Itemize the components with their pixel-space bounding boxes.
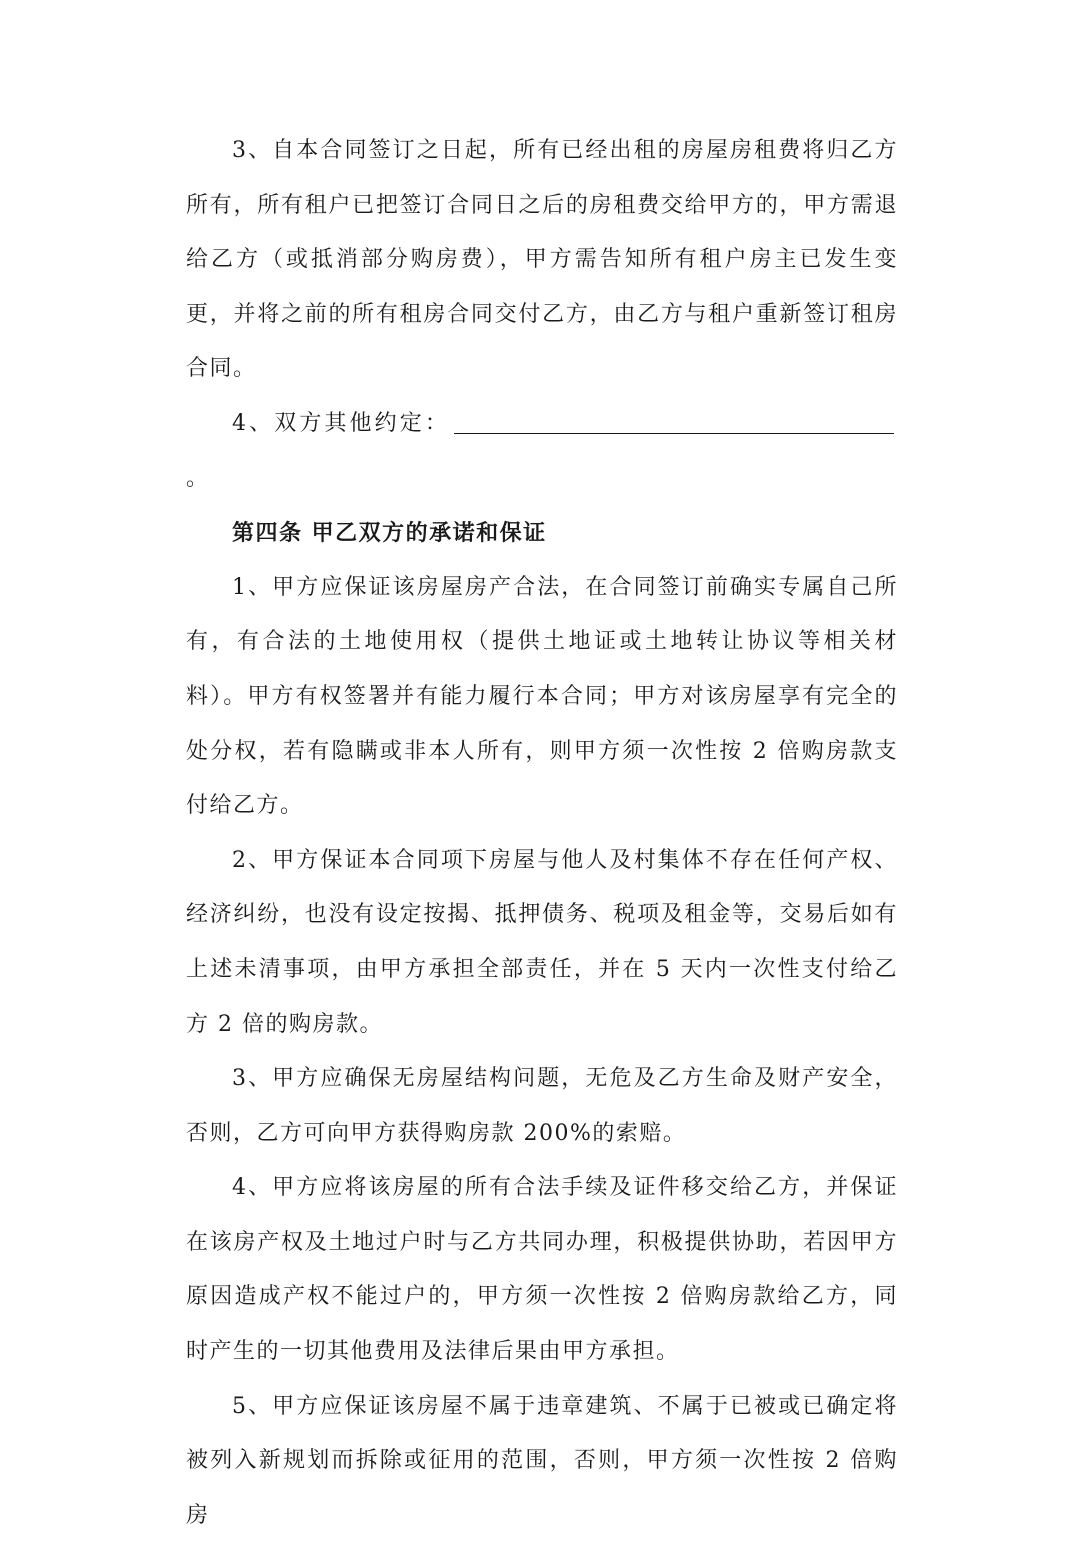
document-page bbox=[186, 124, 898, 1543]
section-heading-article-4: 第四条 甲乙双方的承诺和保证 bbox=[232, 520, 547, 547]
promise-clause-4: 4、甲方应将该房屋的所有合法手续及证件移交给乙方，并保证在该房产权及土地过户时与乙方共同办理，积极提供协助，若因甲方原因造成产权不能过户的，甲方须一次性按 2 倍购房款给乙方，同时产生的一切其他费用及法律后果由甲方承担。 bbox=[186, 1175, 898, 1365]
clause-3-rent-transfer: 3、自本合同签订之日起，所有已经出租的房屋房租费将归乙方所有，所有租户已把签订合同日之后的房租费交给甲方的，甲方需退给乙方（或抵消部分购房费），甲方需告知所有租户房主已发生变更，并将之前的所有租房合同交付乙方，由乙方与租户重新签订租房合同。 bbox=[186, 138, 898, 382]
promise-clause-2: 2、甲方保证本合同项下房屋与他人及村集体不存在任何产权、经济纠纷，也没有设定按揭、抵押债务、税项及租金等，交易后如有上述未清事项，由甲方承担全部责任，并在 5 天内一次性支付给乙方 2 倍的购房款。 bbox=[186, 847, 898, 1037]
clause-4-other-agreements bbox=[186, 397, 898, 506]
promise-clause-1: 1、甲方应保证该房屋房产合法，在合同签订前确实专属自己所有，有合法的土地使用权（提供土地证或土地转让协议等相关材料）。甲方有权签署并有能力履行本合同；甲方对该房屋享有完全的处分权，若有隐瞒或非本人所有，则甲方须一次性按 2 倍购房款支付给乙方。 bbox=[186, 574, 898, 819]
other-agreements-label: 4、双方其他约定： bbox=[232, 410, 450, 436]
promise-clause-3: 3、甲方应确保无房屋结构问题，无危及乙方生命及财产安全，否则，乙方可向甲方获得购房款 200%的索赔。 bbox=[186, 1066, 898, 1146]
other-agreements-end: 。 bbox=[186, 465, 210, 491]
blank-fill-line bbox=[454, 411, 894, 434]
promise-clause-5: 5、甲方应保证该房屋不属于违章建筑、不属于已被或已确定将被列入新规划而拆除或征用的范围，否则，甲方须一次性按 2 倍购房 bbox=[186, 1393, 898, 1528]
